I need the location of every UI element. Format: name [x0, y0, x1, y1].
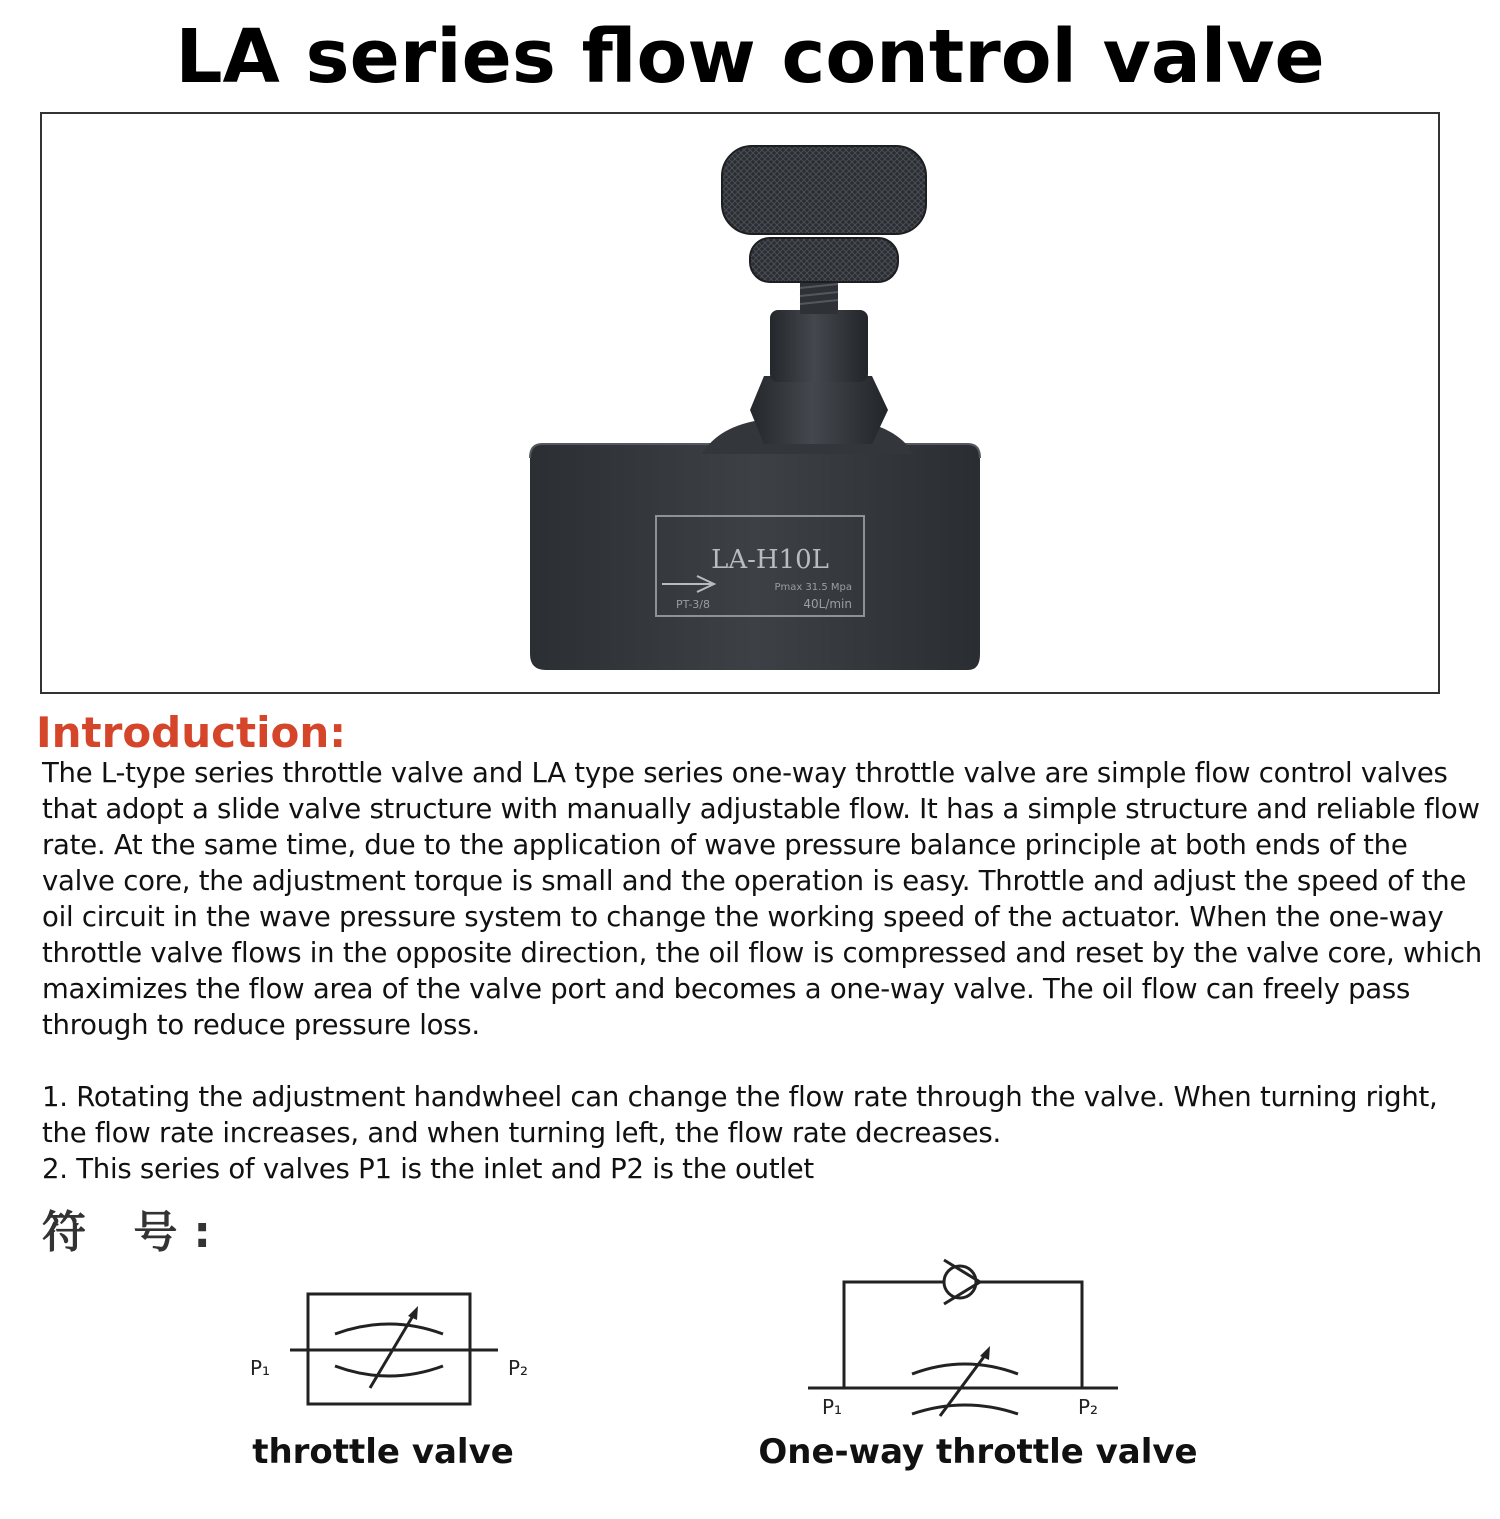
throttle-valve-caption: throttle valve: [252, 1432, 514, 1472]
plate-model: LA-H10L: [711, 545, 829, 575]
throttle-valve-symbol: [240, 1284, 550, 1414]
valve-illustration: [42, 114, 1440, 694]
inlet-label: P₁: [250, 1356, 271, 1380]
outlet-label: P₂: [1078, 1395, 1099, 1419]
one-way-throttle-valve-caption: One-way throttle valve: [758, 1432, 1198, 1472]
product-photo: [40, 112, 1440, 694]
page-title: LA series flow control valve: [175, 14, 1325, 100]
plate-port: PT-3/8: [676, 598, 711, 611]
plate-flow: 40L/min: [803, 597, 852, 611]
introduction-paragraph: The L-type series throttle valve and LA type series one-way throttle valve are simple flow control valves that adopt a slide valve structure with manually adjustable flow. It has a simple structure and reliable flow rate. At the same time, due to the application of wave pressure balance principle at both ends of the valve core, the adjustment torque is small and the operation is easy. Throttle and adjust the speed of the oil circuit in the wave pressure system to change the working speed of the actuator. When the one-way throttle valve flows in the opposite direction, the oil flow is compressed and reset by the valve core, which maximizes the flow area of the valve port and becomes a one-way valve. The oil flow can freely pass through to reduce pressure loss.: [42, 757, 1482, 1041]
inlet-label: P₁: [822, 1395, 843, 1419]
plate-pressure: Pmax 31.5 Mpa: [774, 582, 852, 593]
note-item: 2. This series of valves P1 is the inlet and P2 is the outlet: [42, 1153, 814, 1185]
outlet-label: P₂: [508, 1356, 529, 1380]
one-way-throttle-valve-symbol: [800, 1250, 1130, 1422]
note-item: 1. Rotating the adjustment handwheel can change the flow rate through the valve. When turning right, the flow rate increases, and when turning left, the flow rate decreases.: [42, 1081, 1438, 1149]
symbol-heading: 符 号:: [42, 1207, 227, 1258]
introduction-heading: Introduction:: [36, 708, 347, 757]
